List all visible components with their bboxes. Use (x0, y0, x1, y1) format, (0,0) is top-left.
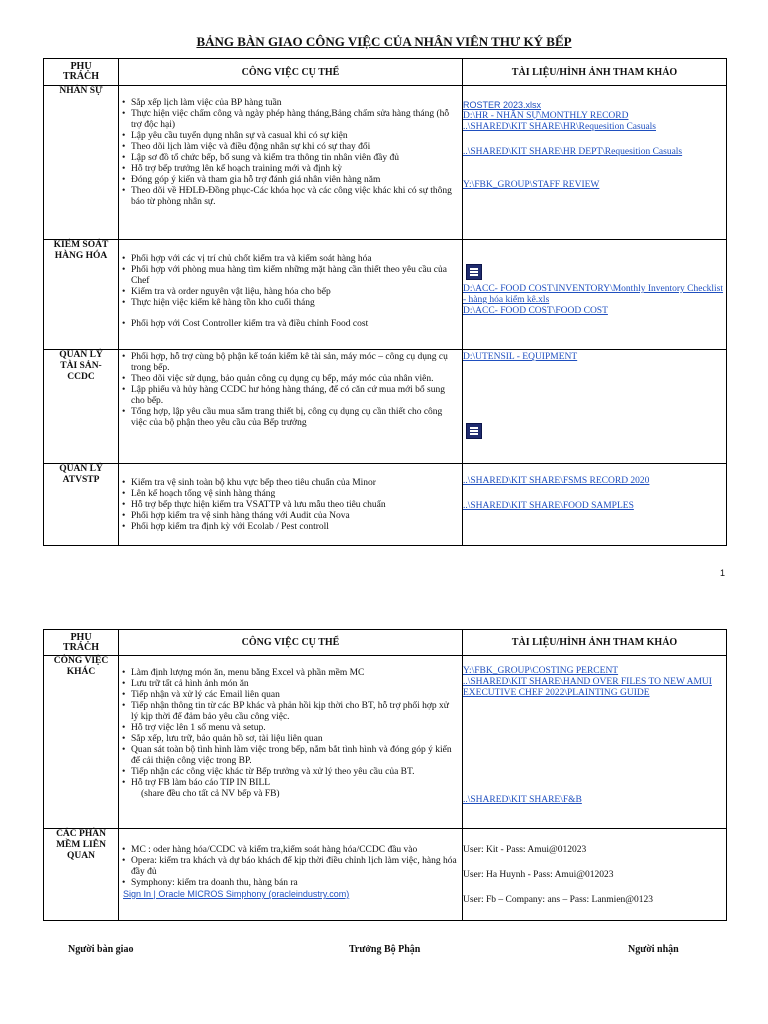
header-col-tasks: CÔNG VIỆC CỤ THỂ (119, 59, 463, 86)
header-col-tasks: CÔNG VIỆC CỤ THỂ (119, 630, 463, 656)
tasks-cell (119, 240, 463, 350)
header-col-owner: PHỤ TRÁCH (44, 630, 119, 656)
task-list (119, 350, 462, 429)
refs-cell (463, 240, 727, 350)
category-hr: NHÂN SỰ (44, 86, 119, 240)
task-item: • Thực hiện việc kiểm kê hàng tồn kho cuối tháng (131, 298, 458, 309)
file-link-monthly-inventory[interactable]: D:\ACC- FOOD COST\INVENTORY\Monthly Inventory Checklist - hàng hóa kiểm kê.xls (463, 284, 724, 305)
task-item: • Kiểm tra và order nguyên vật liệu, hàng hóa cho bếp (131, 287, 458, 298)
section-row-other-tasks (44, 656, 727, 829)
task-item: • Theo dõi lịch làm việc và điều động nhân sự khi có sự thay đổi (131, 142, 458, 153)
task-list (119, 656, 462, 799)
file-link-costing-percent[interactable]: Y:\FBK_GROUP\COSTING PERCENT (463, 666, 619, 676)
file-link-roster[interactable]: ROSTER 2023.xlsx (463, 100, 542, 110)
file-link-monthly-record[interactable]: D:\HR - NHÂN SỰ\MONTHLY RECORD (463, 111, 629, 121)
task-continuation: (share đều cho tất cả NV bếp và FB) (141, 789, 280, 799)
file-link-fsms-record[interactable]: ..\SHARED\KIT SHARE\FSMS RECORD 2020 (463, 476, 650, 486)
task-item: • Phối hợp, hỗ trợ cùng bộ phận kế toán kiểm kê tài sản, máy móc – công cụ dụng cụ trong bếp. (131, 352, 458, 374)
task-list (119, 240, 462, 330)
task-item: • Lập yêu cầu tuyển dụng nhân sự và casual khi có sự kiện (131, 131, 458, 142)
table-header-row (44, 630, 727, 656)
task-list (119, 86, 462, 208)
task-item: • Theo dõi việc sử dụng, bảo quản công cụ dụng cụ bếp, máy móc của nhân viên. (131, 374, 458, 385)
section-row-food-safety (44, 464, 727, 546)
spreadsheet-file-icon[interactable] (466, 264, 482, 280)
task-item: • Sắp xếp lịch làm việc của BP hàng tuần (131, 98, 458, 109)
task-item: • Hỗ trợ FB làm báo cáo TIP IN BILL (131, 778, 458, 789)
task-item: • Tiếp nhận các công việc khác từ Bếp trưởng và xử lý theo yêu cầu của BT. (131, 767, 458, 778)
file-link-requisition-casuals[interactable]: ..\SHARED\KIT SHARE\HR\Requesition Casuals (463, 122, 656, 132)
task-item: • Lập sơ đồ tổ chức bếp, bổ sung và kiểm tra thông tin nhân viên đầy đủ (131, 153, 458, 164)
task-item: • Quan sát toàn bộ tình hình làm việc trong bếp, nắm bắt tình hình và đóng góp ý kiến để cải thiện công việc trong BP. (131, 745, 458, 767)
task-item: • Lưu trữ tất cả hình ảnh món ăn (131, 679, 458, 690)
task-item: • Làm định lượng món ăn, menu bằng Excel và phần mềm MC (131, 668, 458, 679)
credential-line: User: Fb – Company: ans – Pass: Lanmien@0123 (463, 895, 654, 905)
signature-department-head: Trưởng Bộ Phận (349, 944, 421, 955)
document-title: BẢNG BÀN GIAO CÔNG VIỆC CỦA NHÂN VIÊN THƯ KÝ BẾP (196, 34, 572, 49)
task-item: • Phối hợp kiểm tra vệ sinh hàng tháng với Audit của Nova (131, 511, 458, 522)
refs-cell (463, 464, 727, 546)
task-item: • Tiếp nhận và xử lý các Email liên quan (131, 690, 458, 701)
refs-cell (463, 86, 727, 240)
section-row-inventory (44, 240, 727, 350)
section-row-assets (44, 350, 727, 464)
task-item: • Tổng hợp, lập yêu cầu mua sắm trang thiết bị, công cụ dụng cụ cần thiết cho công việc của bộ phận theo yêu cầu của Bếp trưởng (131, 407, 458, 429)
category-food-safety: QUẢN LÝ ATVSTP (44, 464, 119, 546)
category-software: CÁC PHẦN MỀM LIÊN QUAN (44, 829, 119, 921)
tasks-cell (119, 829, 463, 921)
header-col-refs: TÀI LIỆU/HÌNH ẢNH THAM KHẢO (463, 59, 727, 86)
tasks-cell (119, 464, 463, 546)
file-link-food-samples[interactable]: ..\SHARED\KIT SHARE\FOOD SAMPLES (463, 501, 634, 511)
file-link-utensil-equipment[interactable]: D:\UTENSIL - EQUIPMENT (463, 352, 578, 362)
tasks-cell (119, 86, 463, 240)
section-row-software (44, 829, 727, 921)
task-item: • MC : oder hàng hóa/CCDC và kiểm tra,kiểm soát hàng hóa/CCDC đầu vào (131, 845, 458, 856)
task-item: • Kiểm tra vệ sinh toàn bộ khu vực bếp theo tiêu chuẩn của Minor (131, 478, 458, 489)
table-header-row (44, 59, 727, 86)
refs-cell (463, 656, 727, 829)
task-item: • Đóng góp ý kiến và tham gia hỗ trợ đánh giá nhân viên hàng năm (131, 175, 458, 186)
signature-receiver: Người nhận (628, 944, 679, 955)
task-item: • Symphony: kiểm tra doanh thu, hàng bán ra (131, 878, 458, 889)
task-item: • Tiếp nhận thông tin từ các BP khác và phản hồi kịp thời cho BT, hỗ trợ phối hợp xử lý kịp thời để đảm bảo yêu cầu công việc. (131, 701, 458, 723)
refs-cell (463, 829, 727, 921)
credential-line: User: Ha Huynh - Pass: Amui@012023 (463, 870, 614, 880)
tasks-cell (119, 350, 463, 464)
task-item: • Opera: kiểm tra khách và dự báo khách để kịp thời điều chỉnh lịch làm việc, hàng hóa đầy đủ (131, 856, 458, 878)
handover-table-page-1 (43, 58, 727, 546)
handover-table-page-2 (43, 629, 727, 921)
simphony-sign-in-link[interactable]: Sign In | Oracle MICROS Simphony (oracleindustry.com) (123, 889, 350, 899)
task-item: • Hỗ trợ bếp thực hiện kiểm tra VSATTP và lưu mẫu theo tiêu chuẩn (131, 500, 458, 511)
header-col-refs: TÀI LIỆU/HÌNH ẢNH THAM KHẢO (463, 630, 727, 656)
file-link-staff-review[interactable]: Y:\FBK_GROUP\STAFF REVIEW (463, 180, 600, 190)
category-other-tasks: CÔNG VIỆC KHÁC (44, 656, 119, 829)
page-number: 1 (720, 568, 726, 578)
task-item: • Phối hợp với phòng mua hàng tìm kiếm những mặt hàng cần thiết theo yêu cầu của Chef (131, 265, 458, 287)
file-link-food-cost[interactable]: D:\ACC- FOOD COST\FOOD COST (463, 306, 608, 316)
task-item: • Phối hợp với Cost Controller kiểm tra và điều chỉnh Food cost (131, 319, 458, 330)
task-item: • Theo dõi về HĐLĐ-Đồng phục-Các khóa học và các công việc khác khi có sự thông báo từ phòng nhân sự. (131, 186, 458, 208)
refs-cell (463, 350, 727, 464)
tasks-cell (119, 656, 463, 829)
task-item: • Hỗ trợ bếp trưởng lên kế hoạch training mới và định kỳ (131, 164, 458, 175)
spreadsheet-file-icon[interactable] (466, 423, 482, 439)
file-link-fnb[interactable]: ..\SHARED\KIT SHARE\F&B (463, 795, 582, 805)
file-link-hr-dept-requisition[interactable]: ..\SHARED\KIT SHARE\HR DEPT\Requesition Casuals (463, 147, 683, 157)
task-list (119, 464, 462, 533)
task-item: • Phối hợp kiểm tra định kỳ với Ecolab / Pest controll (131, 522, 458, 533)
header-col-owner: PHỤ TRÁCH (44, 59, 119, 86)
credential-line: User: Kit - Pass: Amui@012023 (463, 845, 587, 855)
signature-handover: Người bàn giao (68, 944, 134, 955)
task-item: • Phối hợp với các vị trí chủ chốt kiểm tra và kiểm soát hàng hóa (131, 254, 458, 265)
task-item: • Thực hiện việc chấm công và ngày phép hàng tháng,Bảng chấm sửa hàng tháng (hỗ trợ độc hại) (131, 109, 458, 131)
category-assets: QUẢN LÝ TÀI SẢN- CCDC (44, 350, 119, 464)
category-inventory: KIỂM SOÁT HÀNG HÓA (44, 240, 119, 350)
task-item: • Lập phiếu và hủy hàng CCDC hư hỏng hàng tháng, để có căn cứ mua mới bổ sung cho bếp. (131, 385, 458, 407)
file-link-plating-guide[interactable]: ..\SHARED\KIT SHARE\HAND OVER FILES TO NEW AMUI EXECUTIVE CHEF 2022\PLAINTING GUIDE (463, 677, 712, 698)
task-item: • Hỗ trợ việc lên 1 số menu và setup. (131, 723, 458, 734)
task-list (119, 829, 462, 889)
task-item: • Lên kế hoạch tổng vệ sinh hàng tháng (131, 489, 458, 500)
section-row-hr (44, 86, 727, 240)
task-item: • Sắp xếp, lưu trữ, bảo quản hồ sơ, tài liệu liên quan (131, 734, 458, 745)
